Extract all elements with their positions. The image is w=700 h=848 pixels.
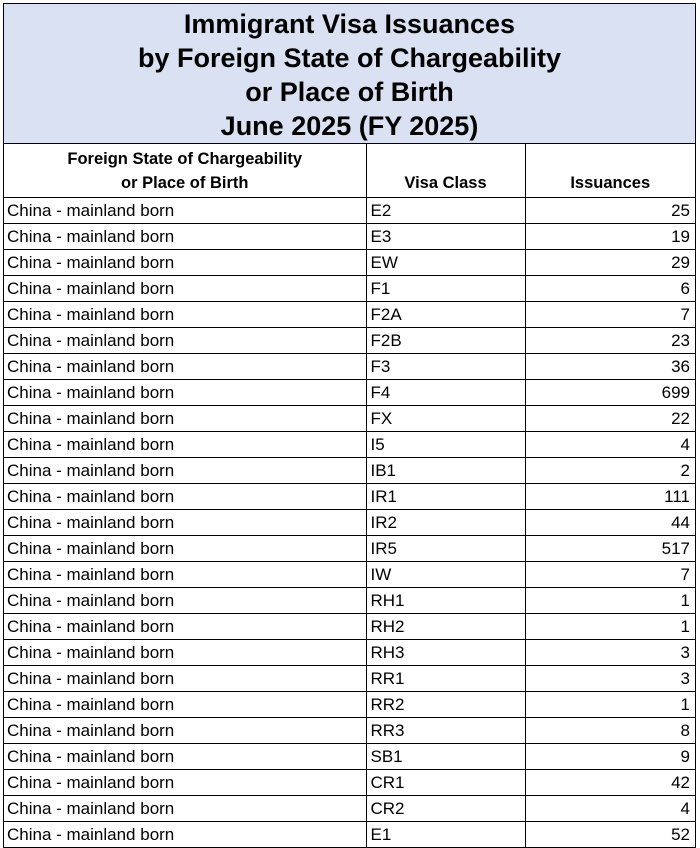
table-row [4,354,695,380]
title-line-3: or Place of Birth [245,76,454,107]
issuances-cell: 7 [525,302,695,328]
issuances-cell: 1 [525,588,695,614]
place-of-birth-cell: China - mainland born [4,380,366,406]
place-of-birth-cell: China - mainland born [7,825,175,845]
issuances-cell: 25 [525,198,695,224]
issuances-cell: 111 [525,484,695,510]
place-of-birth-cell: China - mainland born [4,276,366,302]
visa-class-cell: E1 [366,822,525,848]
place-of-birth-cell: China - mainland born [4,354,366,380]
table-row [4,198,695,224]
table-row [4,640,695,666]
place-of-birth-cell: China - mainland born [4,692,366,718]
table-row [4,614,695,640]
issuances-cell: 9 [525,744,695,770]
table-row [4,822,695,848]
issuance-table [4,144,695,847]
title-line-2: by Foreign State of Chargeability [137,42,562,73]
visa-class-cell: IR1 [366,484,525,510]
issuances-cell: 1 [525,692,695,718]
place-of-birth-cell: China - mainland born [4,718,366,744]
place-of-birth-cell: China - mainland born [4,640,366,666]
header-place-line-1: Foreign State of Chargeability [67,150,303,168]
table-row [4,796,695,822]
issuances-cell: 52 [525,822,695,848]
visa-class-cell: I5 [366,432,525,458]
table-row [4,484,695,510]
table-row [4,718,695,744]
issuances-cell: 6 [525,276,695,302]
visa-class-cell: IR2 [366,510,525,536]
visa-class-cell: RH3 [366,640,525,666]
report-title [4,4,695,144]
issuances-cell: 22 [525,406,695,432]
header-place-of-birth [4,144,366,198]
table-row [4,562,695,588]
issuances-cell: 29 [525,250,695,276]
visa-class-cell: F2A [366,302,525,328]
visa-class-cell: IW [366,562,525,588]
table-row [4,770,695,796]
visa-class-cell: IR5 [366,536,525,562]
visa-class-cell: CR1 [366,770,525,796]
visa-class-cell: E2 [366,198,525,224]
title-line-4: June 2025 (FY 2025) [220,110,479,141]
table-row [4,406,695,432]
issuances-cell: 8 [525,718,695,744]
table-body [4,198,695,848]
table-row [4,276,695,302]
header-row [4,144,695,198]
place-of-birth-cell: China - mainland born [4,458,366,484]
place-of-birth-cell: China - mainland born [4,588,366,614]
visa-class-cell: RR3 [366,718,525,744]
issuances-cell: 19 [525,224,695,250]
table-row [4,432,695,458]
issuances-cell: 44 [525,510,695,536]
issuances-cell: 699 [525,380,695,406]
place-of-birth-cell: China - mainland born [4,614,366,640]
visa-class-cell: F3 [366,354,525,380]
visa-class-cell: EW [366,250,525,276]
visa-class-cell: RH2 [366,614,525,640]
issuances-cell: 2 [525,458,695,484]
visa-class-cell: F4 [366,380,525,406]
issuances-cell: 42 [525,770,695,796]
visa-class-cell: CR2 [366,796,525,822]
place-of-birth-cell: China - mainland born [4,510,366,536]
issuances-cell: 517 [525,536,695,562]
place-of-birth-cell: China - mainland born [4,770,366,796]
place-of-birth-cell: China - mainland born [4,198,366,224]
header-visa-class: Visa Class [366,144,525,198]
visa-class-cell: RR2 [366,692,525,718]
table-row [4,328,695,354]
header-place-line-2: or Place of Birth [121,174,249,192]
table-row [4,302,695,328]
visa-class-cell: F2B [366,328,525,354]
table-header [4,144,695,198]
place-of-birth-cell: China - mainland born [4,302,366,328]
visa-class-cell: SB1 [366,744,525,770]
issuances-cell: 3 [525,666,695,692]
place-of-birth-cell: China - mainland born [4,224,366,250]
visa-class-cell: RR1 [366,666,525,692]
place-of-birth-cell: China - mainland born [4,406,366,432]
table-row [4,224,695,250]
issuances-cell: 23 [525,328,695,354]
visa-class-cell: RH1 [366,588,525,614]
title-line-1: Immigrant Visa Issuances [183,8,516,39]
visa-class-cell: E3 [366,224,525,250]
table-row [4,536,695,562]
table-row [4,744,695,770]
visa-class-cell: F1 [366,276,525,302]
visa-issuance-sheet [3,3,696,848]
place-of-birth-cell: China - mainland born [4,432,366,458]
table-row [4,666,695,692]
visa-class-cell: FX [366,406,525,432]
table-row [4,510,695,536]
issuances-cell: 7 [525,562,695,588]
place-of-birth-cell: China - mainland born [4,796,366,822]
visa-class-cell: IB1 [366,458,525,484]
table-row [4,458,695,484]
place-of-birth-cell: China - mainland born [4,562,366,588]
place-of-birth-cell: China - mainland born [4,250,366,276]
issuances-cell: 1 [525,614,695,640]
place-of-birth-cell: China - mainland born [4,484,366,510]
issuances-cell: 36 [525,354,695,380]
place-of-birth-cell: China - mainland born [4,666,366,692]
place-of-birth-cell: China - mainland born [4,744,366,770]
table-row [4,250,695,276]
issuances-cell: 4 [525,432,695,458]
place-of-birth-cell: China - mainland born [4,536,366,562]
table-row [4,588,695,614]
table-row [4,380,695,406]
issuances-cell: 3 [525,640,695,666]
issuances-cell: 4 [525,796,695,822]
table-row [4,692,695,718]
header-issuances: Issuances [525,144,695,198]
place-of-birth-cell: China - mainland born [4,328,366,354]
